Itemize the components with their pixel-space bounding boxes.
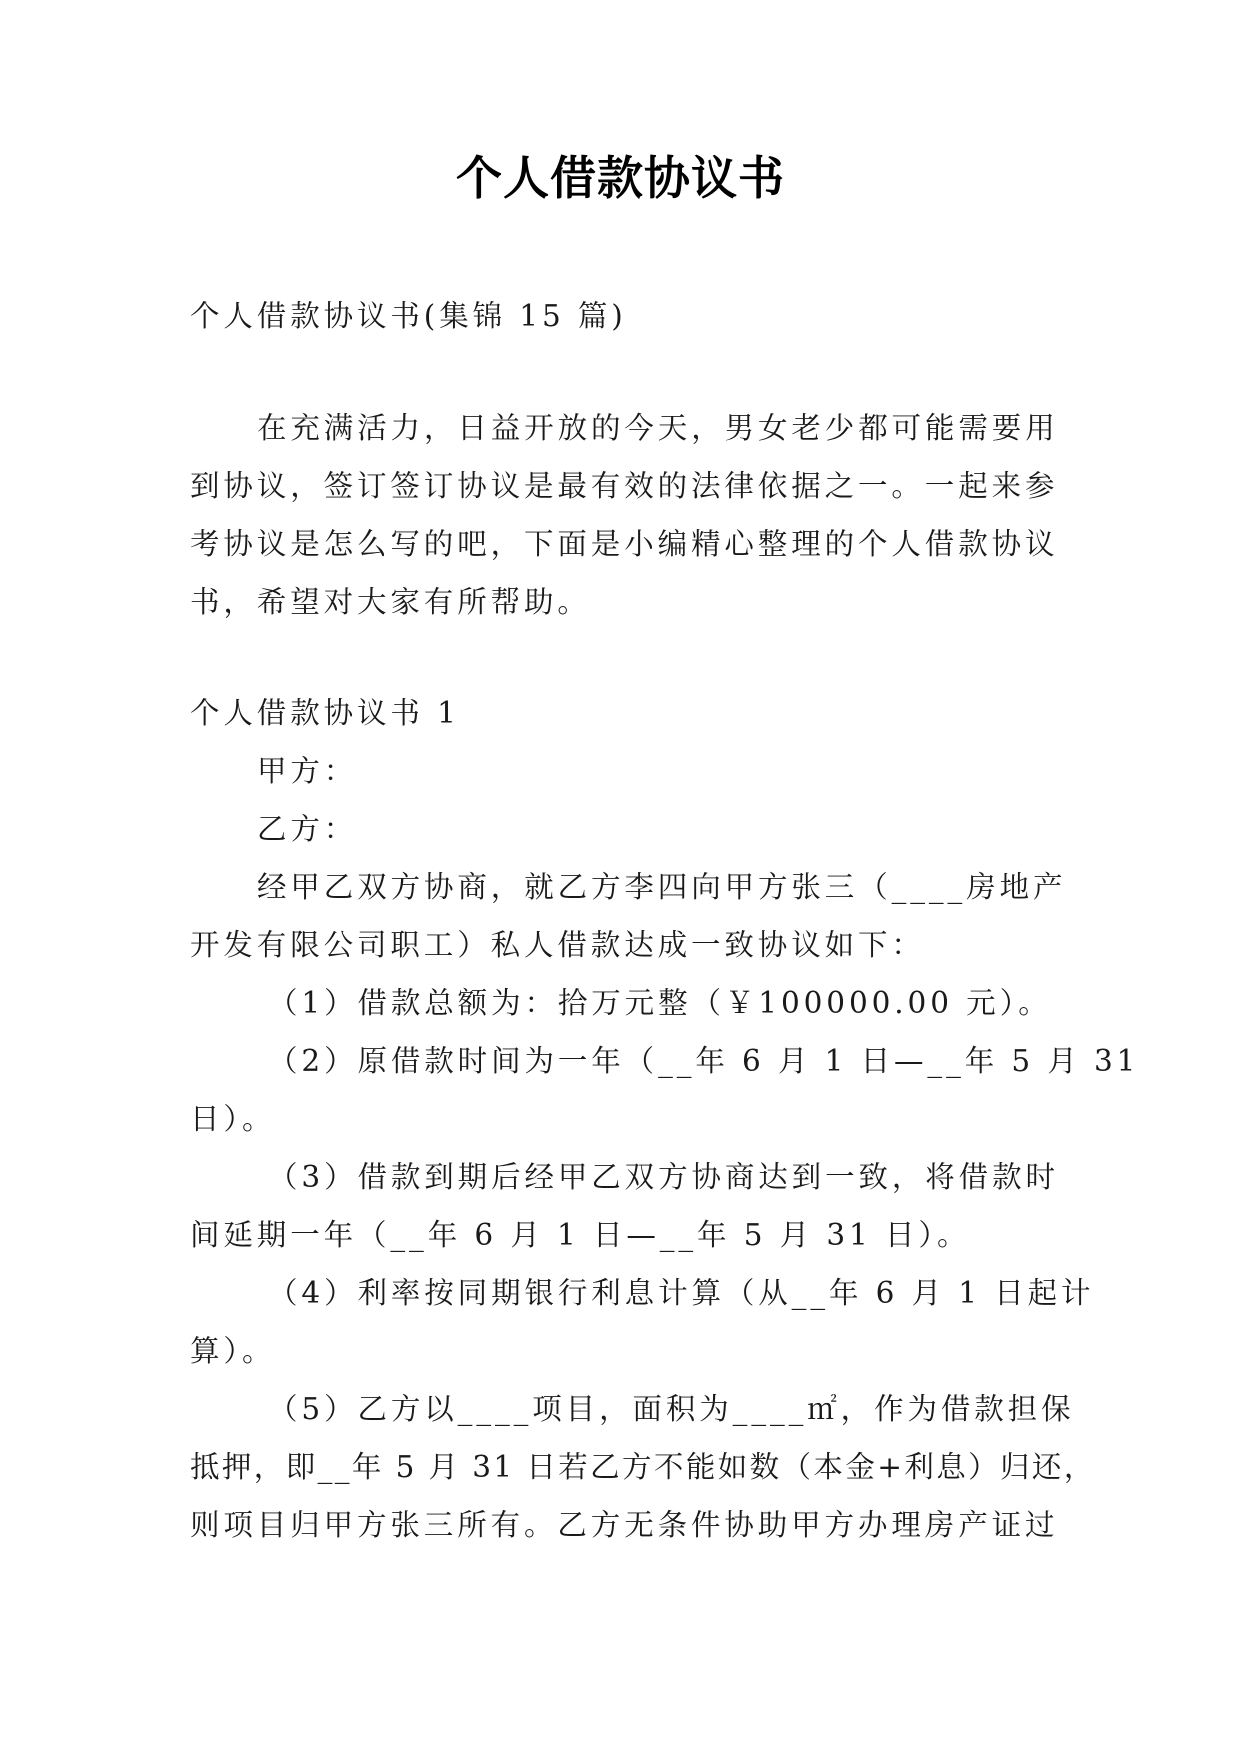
section-heading: 个人借款协议书 1 [190, 696, 460, 730]
party-a-label: 甲方： [257, 754, 358, 788]
body-line: 间延期一年（__年 6 月 1 日—__年 5 月 31 日）。 [190, 1218, 971, 1252]
intro-line: 到协议，签订签订协议是最有效的法律依据之一。一起来参 [190, 469, 1059, 503]
body-line: 算）。 [190, 1334, 276, 1368]
document-subtitle: 个人借款协议书(集锦 15 篇) [190, 299, 627, 333]
document-title: 个人借款协议书 [456, 151, 785, 205]
clause-1: （1）借款总额为：拾万元整（￥100000.00 元）。 [268, 986, 1052, 1020]
body-line: 则项目归甲方张三所有。乙方无条件协助甲方办理房产证过 [190, 1508, 1059, 1542]
intro-line: 考协议是怎么写的吧，下面是小编精心整理的个人借款协议 [190, 527, 1059, 561]
body-line: 经甲乙双方协商，就乙方李四向甲方张三（____房地产 [257, 870, 1067, 904]
intro-line: 在充满活力，日益开放的今天，男女老少都可能需要用 [257, 411, 1059, 445]
clause-3: （3）借款到期后经甲乙双方协商达到一致，将借款时 [268, 1160, 1059, 1194]
clause-2: （2）原借款时间为一年（__年 6 月 1 日—__年 5 月 31 [268, 1044, 1140, 1078]
clause-5: （5）乙方以____项目，面积为____㎡，作为借款担保 [268, 1392, 1075, 1426]
intro-line: 书，希望对大家有所帮助。 [190, 585, 591, 619]
body-line: 开发有限公司职工）私人借款达成一致协议如下： [190, 928, 925, 962]
body-line: 日）。 [190, 1102, 276, 1136]
clause-4: （4）利率按同期银行利息计算（从__年 6 月 1 日起计 [268, 1276, 1095, 1310]
party-b-label: 乙方： [257, 812, 358, 846]
body-line: 抵押，即__年 5 月 31 日若乙方不能如数（本金+利息）归还， [190, 1450, 1096, 1484]
